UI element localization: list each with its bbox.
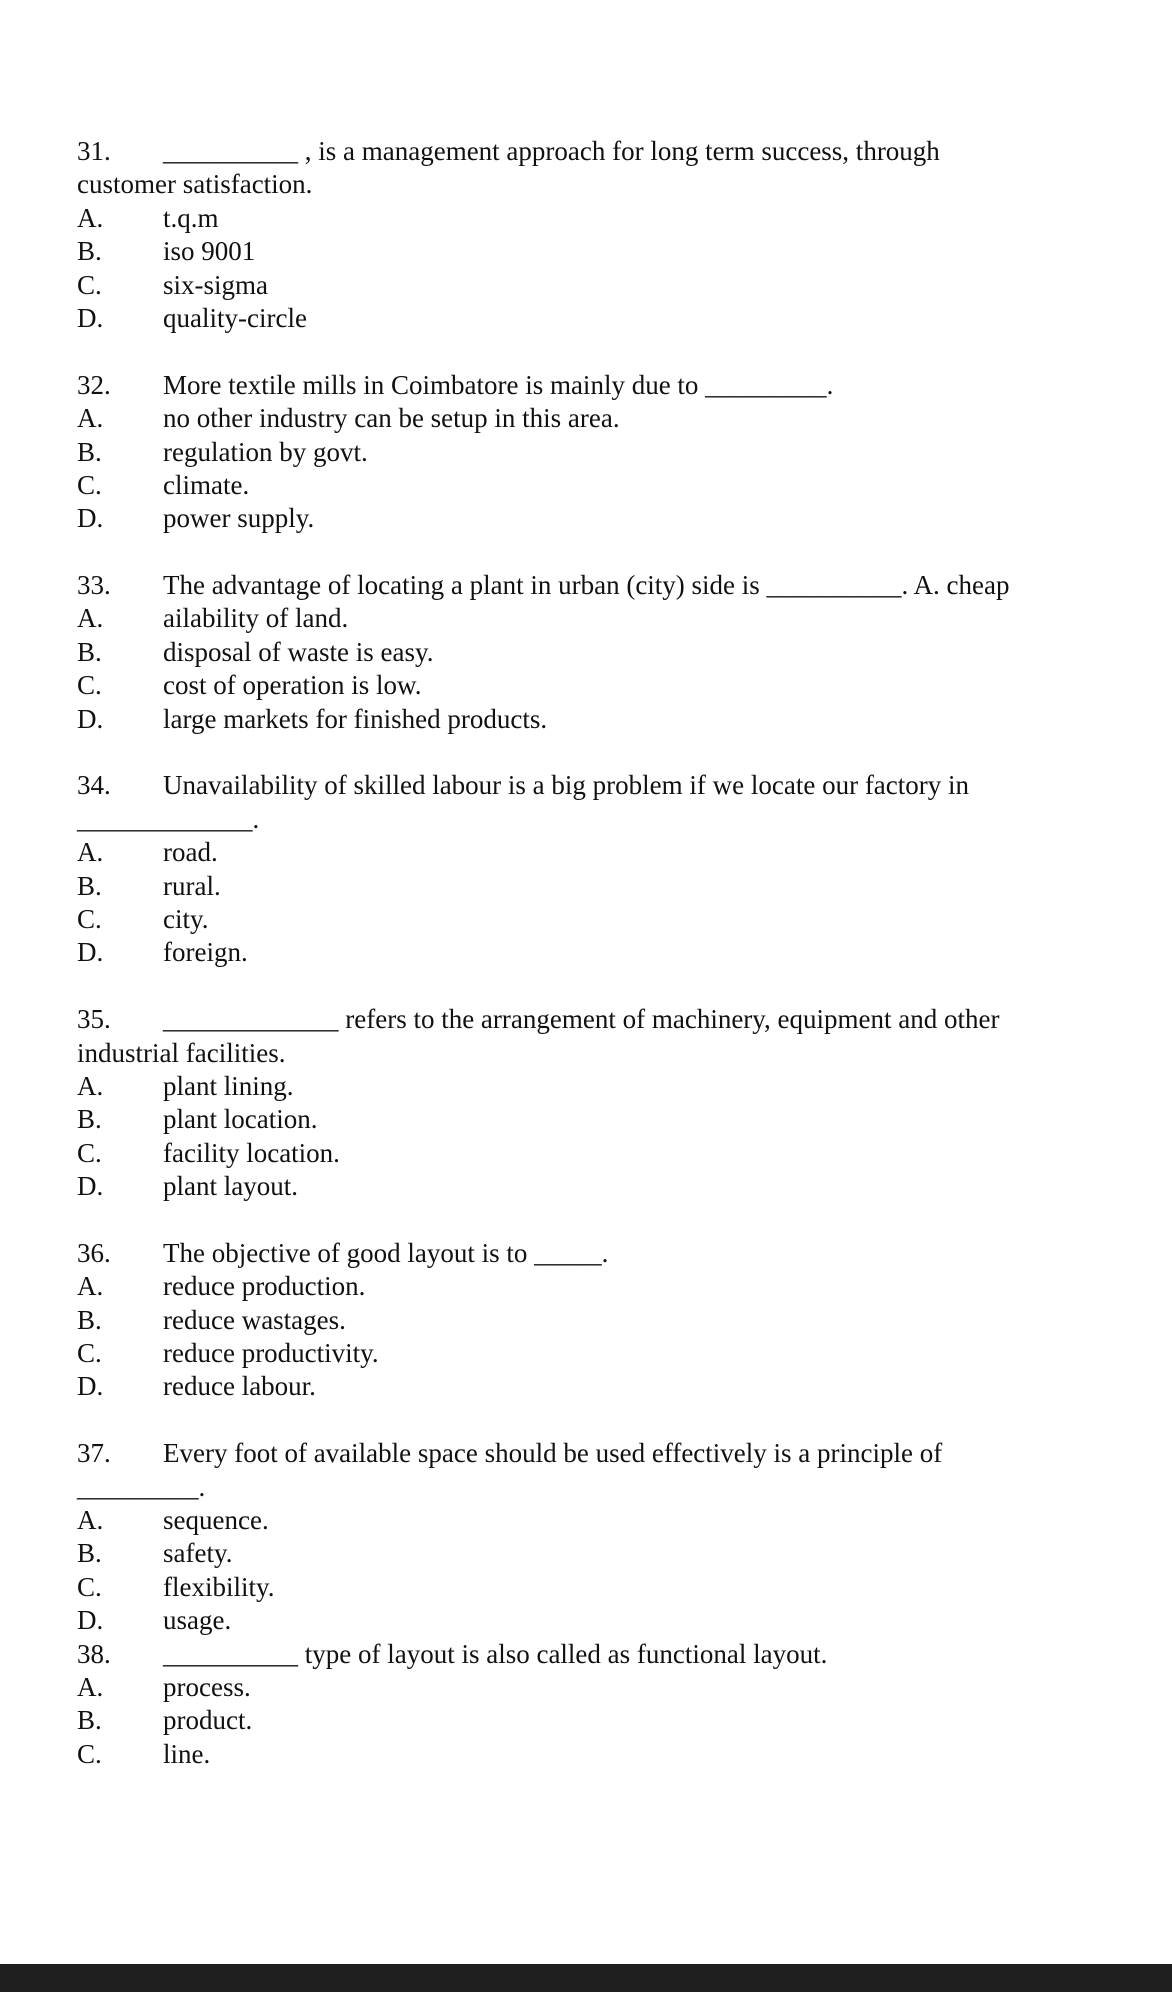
- option-text: climate.: [163, 469, 250, 500]
- option-letter: D.: [77, 302, 104, 333]
- option-a: [77, 1671, 1097, 1704]
- option-letter: D.: [77, 1171, 104, 1202]
- option-c: [77, 1337, 1097, 1370]
- option-b: [77, 1103, 1097, 1136]
- question-number: 34.: [77, 770, 111, 801]
- question-stem-continued: _____________.: [77, 803, 260, 834]
- option-letter: D.: [77, 937, 104, 968]
- question-stem-continued: industrial facilities.: [77, 1037, 286, 1068]
- question-number: 38.: [77, 1638, 111, 1669]
- option-text: safety.: [163, 1538, 233, 1569]
- option-letter: A.: [77, 837, 104, 868]
- option-letter: B.: [77, 436, 102, 467]
- option-a: [77, 836, 1097, 869]
- option-letter: C.: [77, 1137, 102, 1168]
- question-stem: Every foot of available space should be used effectively is a principle of: [163, 1438, 943, 1469]
- option-text: plant layout.: [163, 1171, 298, 1202]
- option-text: power supply.: [163, 503, 315, 534]
- option-a: [77, 602, 1097, 635]
- option-text: usage.: [163, 1605, 232, 1636]
- option-letter: D.: [77, 503, 104, 534]
- option-text: product.: [163, 1705, 253, 1736]
- question-stem: More textile mills in Coimbatore is mainly due to _________.: [163, 369, 834, 400]
- option-text: regulation by govt.: [163, 436, 368, 467]
- option-d: [77, 936, 1097, 969]
- option-letter: C.: [77, 670, 102, 701]
- option-letter: A.: [77, 202, 104, 233]
- option-b: [77, 1704, 1097, 1737]
- option-c: [77, 1738, 1097, 1771]
- option-text: line.: [163, 1738, 211, 1769]
- option-text: six-sigma: [163, 269, 268, 300]
- option-text: sequence.: [163, 1505, 269, 1536]
- question-number: 31.: [77, 136, 111, 166]
- question-38: [77, 1638, 1097, 1671]
- option-text: quality-circle: [163, 302, 307, 333]
- option-text: disposal of waste is easy.: [163, 636, 434, 667]
- option-c: [77, 1137, 1097, 1170]
- option-letter: B.: [77, 1304, 102, 1335]
- option-text: process.: [163, 1671, 251, 1702]
- option-text: plant lining.: [163, 1070, 294, 1101]
- option-a: [77, 202, 1097, 235]
- option-text: reduce productivity.: [163, 1338, 379, 1369]
- question-number: 33.: [77, 570, 111, 601]
- option-letter: C.: [77, 469, 102, 500]
- option-letter: D.: [77, 703, 104, 734]
- question-stem: The advantage of locating a plant in urban (city) side is __________. A. cheap: [163, 570, 1010, 601]
- option-text: reduce production.: [163, 1271, 366, 1302]
- question-number: 35.: [77, 1004, 111, 1035]
- option-d: [77, 1170, 1097, 1203]
- question-31: [77, 135, 1097, 168]
- option-text: plant location.: [163, 1104, 318, 1135]
- option-letter: B.: [77, 236, 102, 267]
- option-letter: A.: [77, 1671, 104, 1702]
- option-letter: B.: [77, 1705, 102, 1736]
- option-letter: D.: [77, 1371, 104, 1402]
- question-stem: _____________ refers to the arrangement of machinery, equipment and other: [163, 1004, 1000, 1035]
- question-37: [77, 1437, 1097, 1470]
- option-a: [77, 402, 1097, 435]
- question-stem-continued: customer satisfaction.: [77, 169, 313, 200]
- option-letter: A.: [77, 603, 104, 634]
- option-text: large markets for finished products.: [163, 703, 548, 734]
- question-stem: __________ , is a management approach for long term success, through: [163, 136, 940, 166]
- option-b: [77, 235, 1097, 268]
- question-32: [77, 369, 1097, 402]
- option-a: [77, 1270, 1097, 1303]
- option-letter: A.: [77, 403, 104, 434]
- option-letter: B.: [77, 1104, 102, 1135]
- option-text: foreign.: [163, 937, 248, 968]
- option-text: flexibility.: [163, 1571, 275, 1602]
- option-text: ailability of land.: [163, 603, 349, 634]
- option-letter: D.: [77, 1605, 104, 1636]
- option-letter: A.: [77, 1271, 104, 1302]
- option-text: iso 9001: [163, 236, 256, 267]
- option-c: [77, 469, 1097, 502]
- option-text: cost of operation is low.: [163, 670, 422, 701]
- option-a: [77, 1070, 1097, 1103]
- question-35: [77, 1003, 1097, 1036]
- option-text: no other industry can be setup in this area.: [163, 403, 620, 434]
- question-33: [77, 569, 1097, 602]
- question-number: 37.: [77, 1438, 111, 1469]
- option-letter: C.: [77, 1338, 102, 1369]
- question-36: [77, 1237, 1097, 1270]
- question-stem: The objective of good layout is to _____.: [163, 1237, 609, 1268]
- option-letter: A.: [77, 1505, 104, 1536]
- question-stem: Unavailability of skilled labour is a big problem if we locate our factory in: [163, 770, 970, 801]
- option-d: [77, 1370, 1097, 1403]
- option-text: facility location.: [163, 1137, 340, 1168]
- option-text: reduce wastages.: [163, 1304, 346, 1335]
- question-number: 36.: [77, 1237, 111, 1268]
- question-page: [77, 135, 1097, 1771]
- option-b: [77, 1304, 1097, 1337]
- question-stem: __________ type of layout is also called as functional layout.: [163, 1638, 828, 1669]
- option-c: [77, 903, 1097, 936]
- option-b: [77, 436, 1097, 469]
- option-letter: C.: [77, 269, 102, 300]
- option-c: [77, 269, 1097, 302]
- option-letter: C.: [77, 1738, 102, 1769]
- option-letter: B.: [77, 1538, 102, 1569]
- option-c: [77, 669, 1097, 702]
- bottom-bar: [0, 1964, 1172, 1992]
- option-c: [77, 1571, 1097, 1604]
- option-a: [77, 1504, 1097, 1537]
- option-text: reduce labour.: [163, 1371, 316, 1402]
- option-letter: B.: [77, 870, 102, 901]
- option-d: [77, 703, 1097, 736]
- option-b: [77, 636, 1097, 669]
- option-text: road.: [163, 837, 218, 868]
- option-letter: A.: [77, 1070, 104, 1101]
- option-d: [77, 1604, 1097, 1637]
- option-b: [77, 870, 1097, 903]
- option-d: [77, 302, 1097, 335]
- option-text: rural.: [163, 870, 221, 901]
- option-letter: B.: [77, 636, 102, 667]
- option-text: t.q.m: [163, 202, 219, 233]
- question-number: 32.: [77, 369, 111, 400]
- option-d: [77, 502, 1097, 535]
- option-letter: C.: [77, 1571, 102, 1602]
- option-letter: C.: [77, 903, 102, 934]
- option-text: city.: [163, 903, 209, 934]
- question-34: [77, 769, 1097, 802]
- question-stem-continued: _________.: [77, 1471, 206, 1502]
- option-b: [77, 1537, 1097, 1570]
